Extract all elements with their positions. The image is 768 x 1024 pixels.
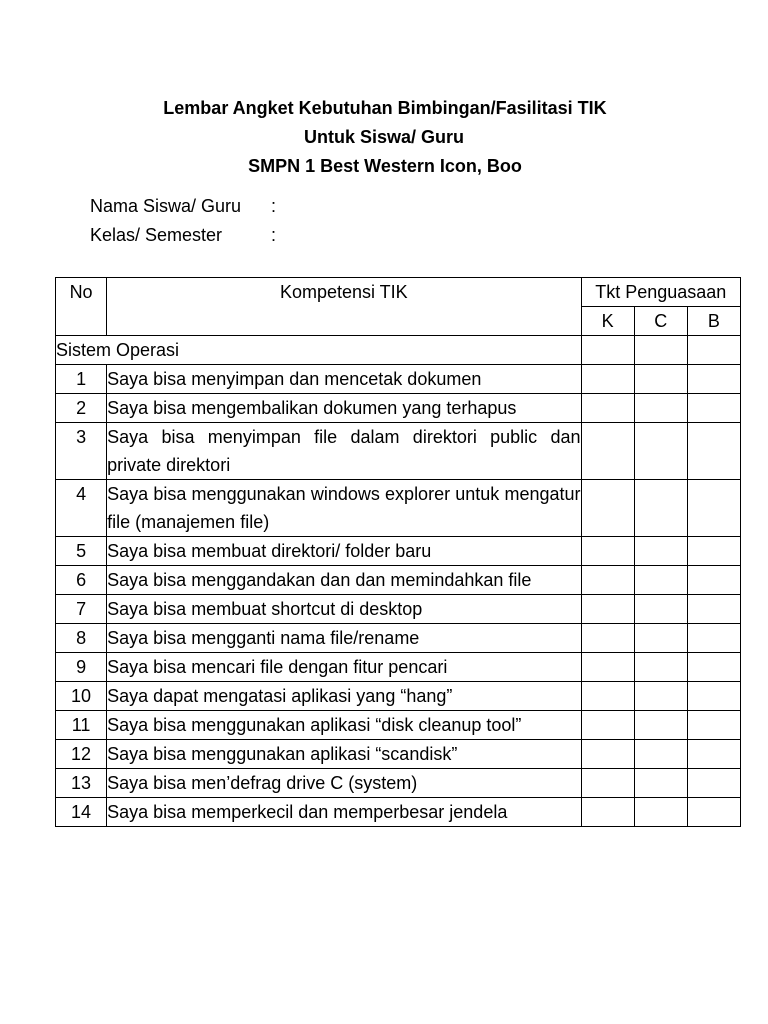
table-row — [56, 740, 741, 769]
rating-cell-k[interactable] — [581, 595, 634, 624]
row-number: 3 — [56, 423, 107, 480]
kelas-label: Kelas/ Semester — [90, 225, 223, 245]
competency-text: Saya bisa mengganti nama file/rename — [107, 624, 581, 653]
school-name: SMPN 1 Best Western Icon, Boo — [248, 156, 522, 176]
table-row — [56, 769, 741, 798]
row-number: 8 — [56, 624, 107, 653]
rating-cell-b[interactable] — [687, 336, 740, 365]
rating-cell-c[interactable] — [634, 336, 687, 365]
competency-text: Saya bisa menggunakan aplikasi “scandisk” — [107, 740, 581, 769]
rating-cell-k[interactable] — [581, 336, 634, 365]
rating-cell-k[interactable] — [581, 566, 634, 595]
rating-cell-b[interactable] — [687, 595, 740, 624]
rating-cell-c[interactable] — [634, 480, 687, 537]
row-number: 13 — [56, 769, 107, 798]
rating-cell-b[interactable] — [687, 740, 740, 769]
table-row — [56, 480, 741, 537]
identity-fields — [90, 192, 277, 250]
rating-cell-k[interactable] — [581, 653, 634, 682]
header-b: B — [687, 307, 740, 336]
rating-cell-b[interactable] — [687, 711, 740, 740]
table-row — [56, 365, 741, 394]
competency-table — [55, 277, 741, 827]
header-no: No — [56, 278, 107, 336]
competency-text: Saya bisa menyimpan dan mencetak dokumen — [107, 365, 581, 394]
nama-label: Nama Siswa/ Guru — [90, 196, 242, 216]
rating-cell-c[interactable] — [634, 682, 687, 711]
competency-text: Saya bisa membuat shortcut di desktop — [107, 595, 581, 624]
rating-cell-k[interactable] — [581, 537, 634, 566]
rating-cell-b[interactable] — [687, 624, 740, 653]
rating-cell-k[interactable] — [581, 480, 634, 537]
row-number: 10 — [56, 682, 107, 711]
table-row — [56, 394, 741, 423]
rating-cell-c[interactable] — [634, 740, 687, 769]
rating-cell-k[interactable] — [581, 769, 634, 798]
rating-cell-b[interactable] — [687, 653, 740, 682]
competency-text: Saya bisa men’defrag drive C (system) — [107, 769, 581, 798]
header-c: C — [634, 307, 687, 336]
table-row — [56, 537, 741, 566]
rating-cell-c[interactable] — [634, 394, 687, 423]
rating-cell-k[interactable] — [581, 798, 634, 827]
header-tingkat-penguasaan: Tkt Penguasaan — [581, 278, 740, 307]
kelas-field — [90, 221, 277, 250]
rating-cell-c[interactable] — [634, 769, 687, 798]
rating-cell-k[interactable] — [581, 682, 634, 711]
document-subtitle: Untuk Siswa/ Guru — [303, 127, 465, 147]
section-label: Sistem Operasi — [56, 336, 582, 365]
rating-cell-b[interactable] — [687, 566, 740, 595]
rating-cell-b[interactable] — [687, 537, 740, 566]
competency-text: Saya bisa membuat direktori/ folder baru — [107, 537, 581, 566]
section-row — [56, 336, 741, 365]
rating-cell-c[interactable] — [634, 624, 687, 653]
row-number: 5 — [56, 537, 107, 566]
rating-cell-c[interactable] — [634, 537, 687, 566]
rating-cell-k[interactable] — [581, 740, 634, 769]
table-row — [56, 798, 741, 827]
row-number: 11 — [56, 711, 107, 740]
nama-field — [90, 192, 277, 221]
table-row — [56, 566, 741, 595]
rating-cell-c[interactable] — [634, 423, 687, 480]
rating-cell-b[interactable] — [687, 769, 740, 798]
document-title: Lembar Angket Kebutuhan Bimbingan/Fasilitasi TIK — [163, 98, 607, 118]
rating-cell-k[interactable] — [581, 423, 634, 480]
row-number: 12 — [56, 740, 107, 769]
table-row — [56, 711, 741, 740]
nama-colon: : — [271, 196, 277, 216]
rating-cell-c[interactable] — [634, 653, 687, 682]
table-row — [56, 624, 741, 653]
rating-cell-k[interactable] — [581, 711, 634, 740]
rating-cell-b[interactable] — [687, 423, 740, 480]
row-number: 6 — [56, 566, 107, 595]
table-row — [56, 423, 741, 480]
rating-cell-c[interactable] — [634, 595, 687, 624]
competency-text: Saya bisa menggandakan dan dan memindahkan file — [107, 566, 581, 595]
table-row — [56, 595, 741, 624]
rating-cell-b[interactable] — [687, 365, 740, 394]
rating-cell-k[interactable] — [581, 624, 634, 653]
rating-cell-c[interactable] — [634, 365, 687, 394]
rating-cell-b[interactable] — [687, 480, 740, 537]
row-number: 9 — [56, 653, 107, 682]
row-number: 2 — [56, 394, 107, 423]
competency-text: Saya bisa mengembalikan dokumen yang terhapus — [107, 394, 581, 423]
header-kompetensi: Kompetensi TIK — [107, 278, 581, 336]
competency-text: Saya bisa menyimpan file dalam direktori public dan private direktori — [107, 423, 581, 480]
competency-text: Saya bisa mencari file dengan fitur pencari — [107, 653, 581, 682]
row-number: 7 — [56, 595, 107, 624]
rating-cell-b[interactable] — [687, 682, 740, 711]
document-header — [0, 94, 768, 181]
row-number: 1 — [56, 365, 107, 394]
competency-text: Saya bisa menggunakan aplikasi “disk cleanup tool” — [107, 711, 581, 740]
competency-text: Saya bisa memperkecil dan memperbesar jendela — [107, 798, 581, 827]
rating-cell-b[interactable] — [687, 394, 740, 423]
rating-cell-k[interactable] — [581, 365, 634, 394]
competency-text: Saya dapat mengatasi aplikasi yang “hang” — [107, 682, 581, 711]
rating-cell-c[interactable] — [634, 798, 687, 827]
header-k: K — [581, 307, 634, 336]
rating-cell-c[interactable] — [634, 566, 687, 595]
row-number: 4 — [56, 480, 107, 537]
rating-cell-c[interactable] — [634, 711, 687, 740]
table-row — [56, 682, 741, 711]
row-number: 14 — [56, 798, 107, 827]
kelas-colon: : — [271, 225, 277, 245]
table-row — [56, 653, 741, 682]
competency-text: Saya bisa menggunakan windows explorer untuk mengatur file (manajemen file) — [107, 480, 581, 537]
rating-cell-b[interactable] — [687, 798, 740, 827]
rating-cell-k[interactable] — [581, 394, 634, 423]
